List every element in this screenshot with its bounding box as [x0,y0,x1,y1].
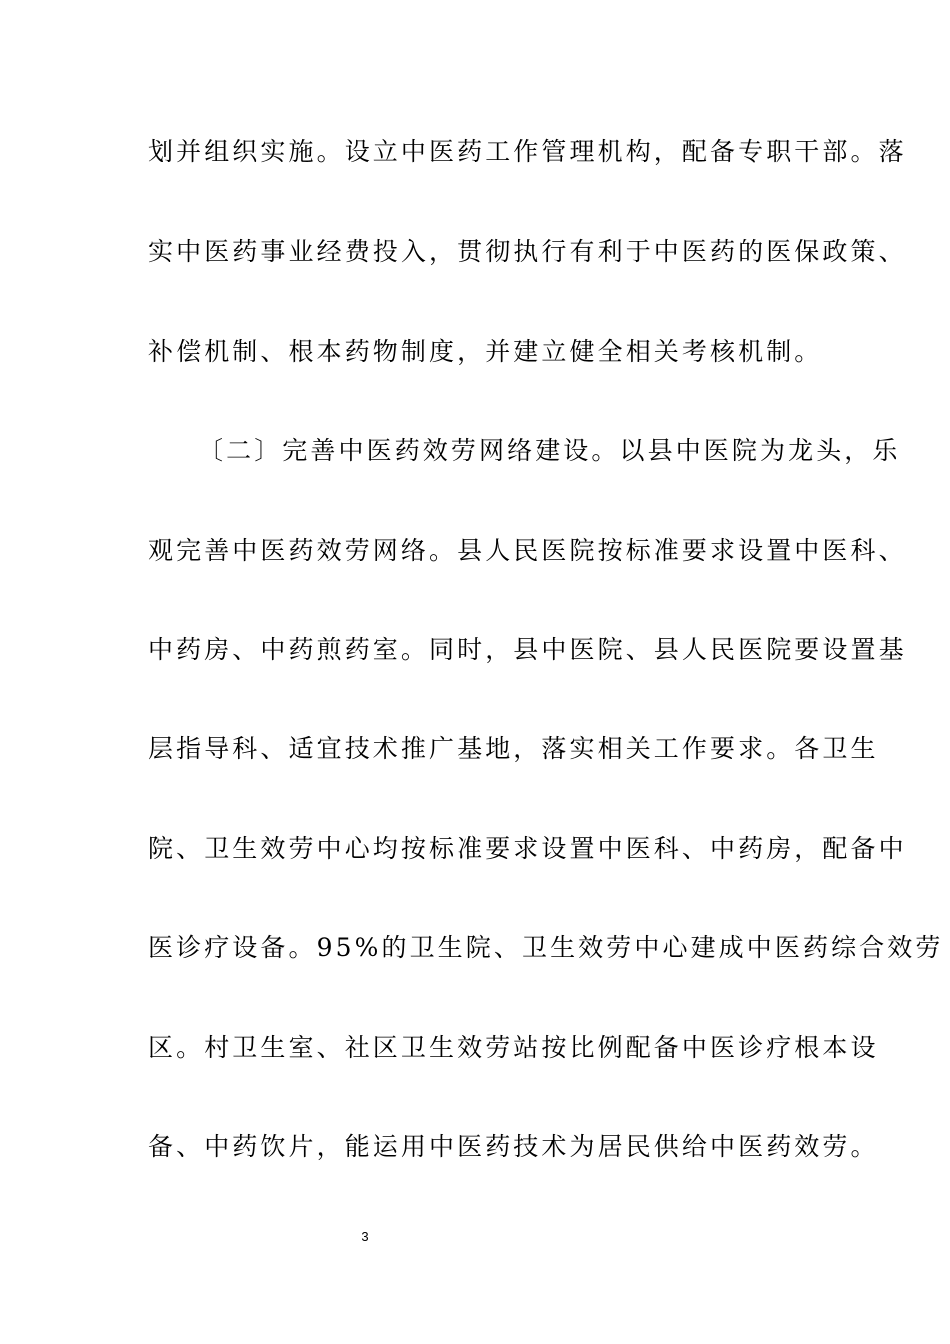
text-line: 层指导科、适宜技术推广基地，落实相关工作要求。各卫生 [148,734,879,763]
page-number: 3 [361,1229,369,1244]
text-line: 观完善中医药效劳网络。县人民医院按标准要求设置中医科、 [148,536,907,565]
text-line: 中药房、中药煎药室。同时，县中医院、县人民医院要设置基 [148,635,907,664]
text-line: 院、卫生效劳中心均按标准要求设置中医科、中药房，配备中 [148,834,907,863]
text-line: 划并组织实施。设立中医药工作管理机构，配备专职干部。落 [148,137,907,166]
paragraph-heading-line: 〔二〕完善中医药效劳网络建设。以县中医院为龙头，乐 [198,436,901,465]
text-line: 备、中药饮片，能运用中医药技术为居民供给中医药效劳。 [148,1132,879,1161]
text-line: 区。村卫生室、社区卫生效劳站按比例配备中医诊疗根本设 [148,1033,879,1062]
text-line: 医诊疗设备。95%的卫生院、卫生效劳中心建成中医药综合效劳 [148,933,944,962]
text-line: 实中医药事业经费投入，贯彻执行有利于中医药的医保政策、 [148,237,907,266]
text-line: 补偿机制、根本药物制度，并建立健全相关考核机制。 [148,337,823,366]
